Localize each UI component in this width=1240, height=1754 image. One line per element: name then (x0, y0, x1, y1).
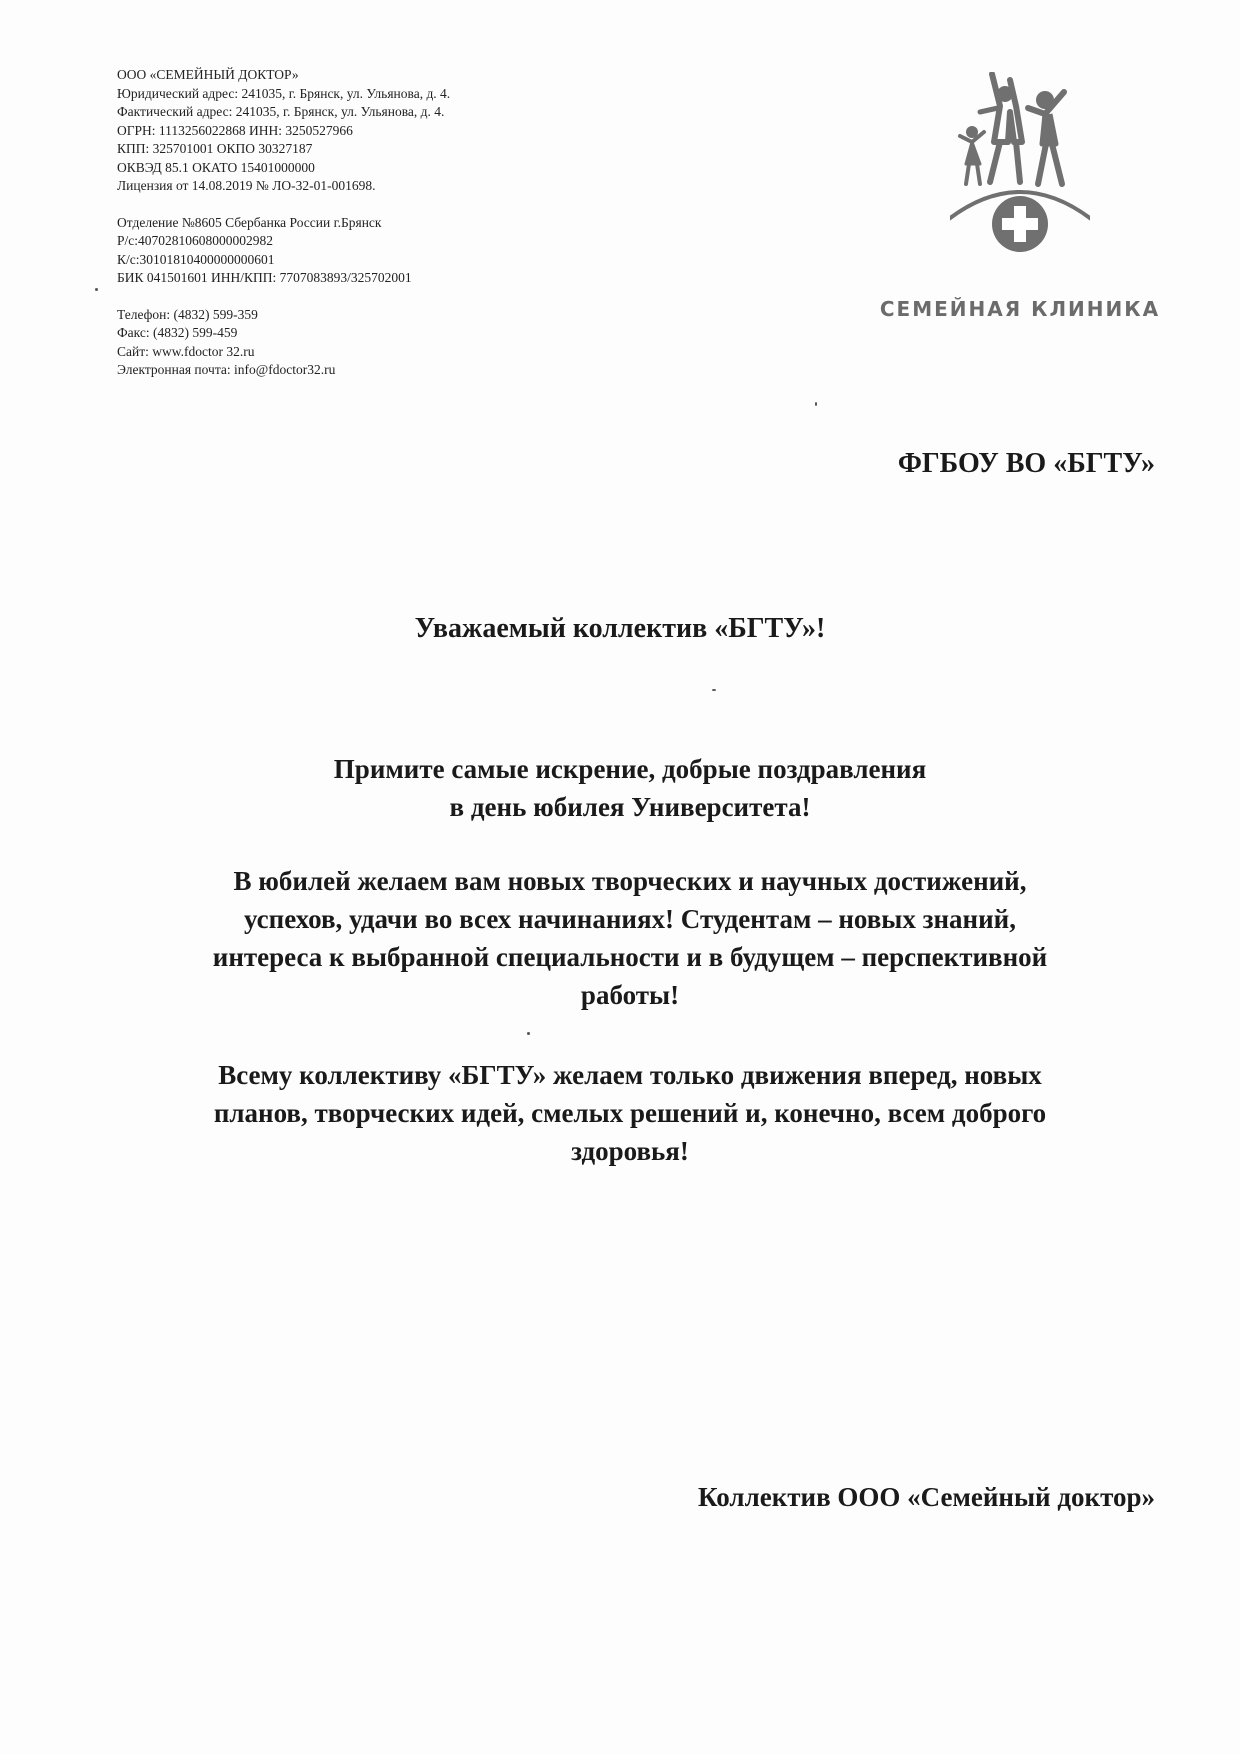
letterhead (117, 66, 677, 380)
ogrn-inn: ОГРН: 1113256022868 ИНН: 3250527966 (117, 122, 353, 138)
paragraph-line: успехов, удачи во всех начинаниях! Студентам – новых знаний, (244, 904, 1016, 934)
fax: Факс: (4832) 599-459 (117, 325, 238, 340)
scan-speck (527, 1032, 530, 1035)
clinic-logo-text: СЕМЕЙНАЯ КЛИНИКА (879, 297, 1161, 321)
letterhead-gap (117, 288, 677, 306)
scan-speck (712, 689, 716, 691)
addressee: ФГБОУ ВО «БГТУ» (897, 448, 1155, 479)
greeting-heading: Уважаемый коллектив «БГТУ»! (414, 613, 826, 644)
congratulation-paragraph (100, 750, 1160, 826)
family-cross-icon (950, 72, 1090, 272)
paragraph-line: Всему коллективу «БГТУ» желаем только движения вперед, новых (218, 1060, 1042, 1090)
paragraph-line: в день юбилея Университета! (449, 792, 811, 822)
clinic-logo (860, 72, 1180, 332)
collective-wishes-paragraph (100, 1056, 1160, 1170)
bik-inn-kpp: БИК 041501601 ИНН/КПП: 7707083893/325702001 (117, 270, 412, 285)
correspondent-account: К/с:30101810400000000601 (117, 251, 275, 267)
paragraph-line: интереса к выбранной специальности и в будущем – перспективной (212, 942, 1048, 972)
phone: Телефон: (4832) 599-359 (117, 306, 258, 322)
paragraph-line: здоровья! (571, 1136, 689, 1166)
legal-address: Юридический адрес: 241035, г. Брянск, ул. Ульянова, д. 4. (117, 85, 451, 101)
scan-speck (815, 402, 817, 406)
scan-speck (95, 288, 98, 291)
company-name: ООО «СЕМЕЙНЫЙ ДОКТОР» (117, 67, 299, 82)
paragraph-line: работы! (580, 980, 680, 1010)
signature: Коллектив ООО «Семейный доктор» (698, 1482, 1155, 1512)
letterhead-gap (117, 196, 677, 214)
wishes-paragraph (100, 862, 1160, 1014)
kpp-okpo: КПП: 325701001 ОКПО 30327187 (117, 141, 313, 156)
license: Лицензия от 14.08.2019 № ЛО-32-01-001698. (117, 178, 376, 193)
bank-branch: Отделение №8605 Сбербанка России г.Брянск (117, 214, 382, 230)
paragraph-line: В юбилей желаем вам новых творческих и научных достижений, (233, 866, 1027, 896)
email: Электронная почта: info@fdoctor32.ru (117, 362, 336, 377)
bank-account: Р/с:40702810608000002982 (117, 233, 274, 248)
okved-okato: ОКВЭД 85.1 ОКАТО 15401000000 (117, 159, 315, 175)
actual-address: Фактический адрес: 241035, г. Брянск, ул. Ульянова, д. 4. (117, 104, 445, 119)
paragraph-line: планов, творческих идей, смелых решений и, конечно, всем доброго (213, 1098, 1047, 1128)
paragraph-line: Примите самые искрение, добрые поздравления (333, 754, 927, 784)
website: Сайт: www.fdoctor 32.ru (117, 343, 255, 359)
